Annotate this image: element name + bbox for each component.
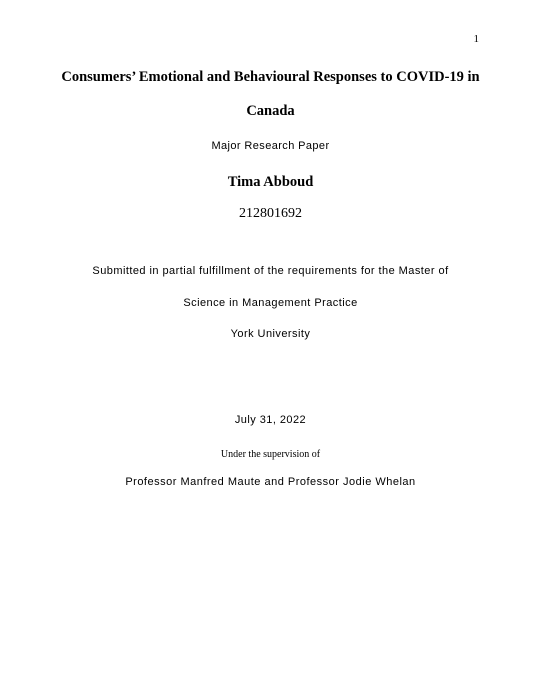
submission-statement-line-2: Science in Management Practice: [183, 297, 358, 309]
author-name: Tima Abboud: [227, 174, 314, 190]
supervisors: Professor Manfred Maute and Professor Jodie Whelan: [125, 476, 416, 488]
student-id: 212801692: [239, 206, 302, 221]
paper-title-line-2: Canada: [246, 103, 295, 119]
submission-statement-line-1: Submitted in partial fulfillment of the requirements for the Master of: [92, 265, 449, 277]
page-number: 1: [473, 33, 479, 45]
paper-title-line-1: Consumers’ Emotional and Behavioural Responses to COVID-19 in: [61, 69, 480, 85]
supervision-label: Under the supervision of: [220, 449, 321, 460]
university-name: York University: [230, 328, 311, 340]
document-type: Major Research Paper: [211, 140, 330, 152]
submission-date: July 31, 2022: [234, 414, 307, 426]
